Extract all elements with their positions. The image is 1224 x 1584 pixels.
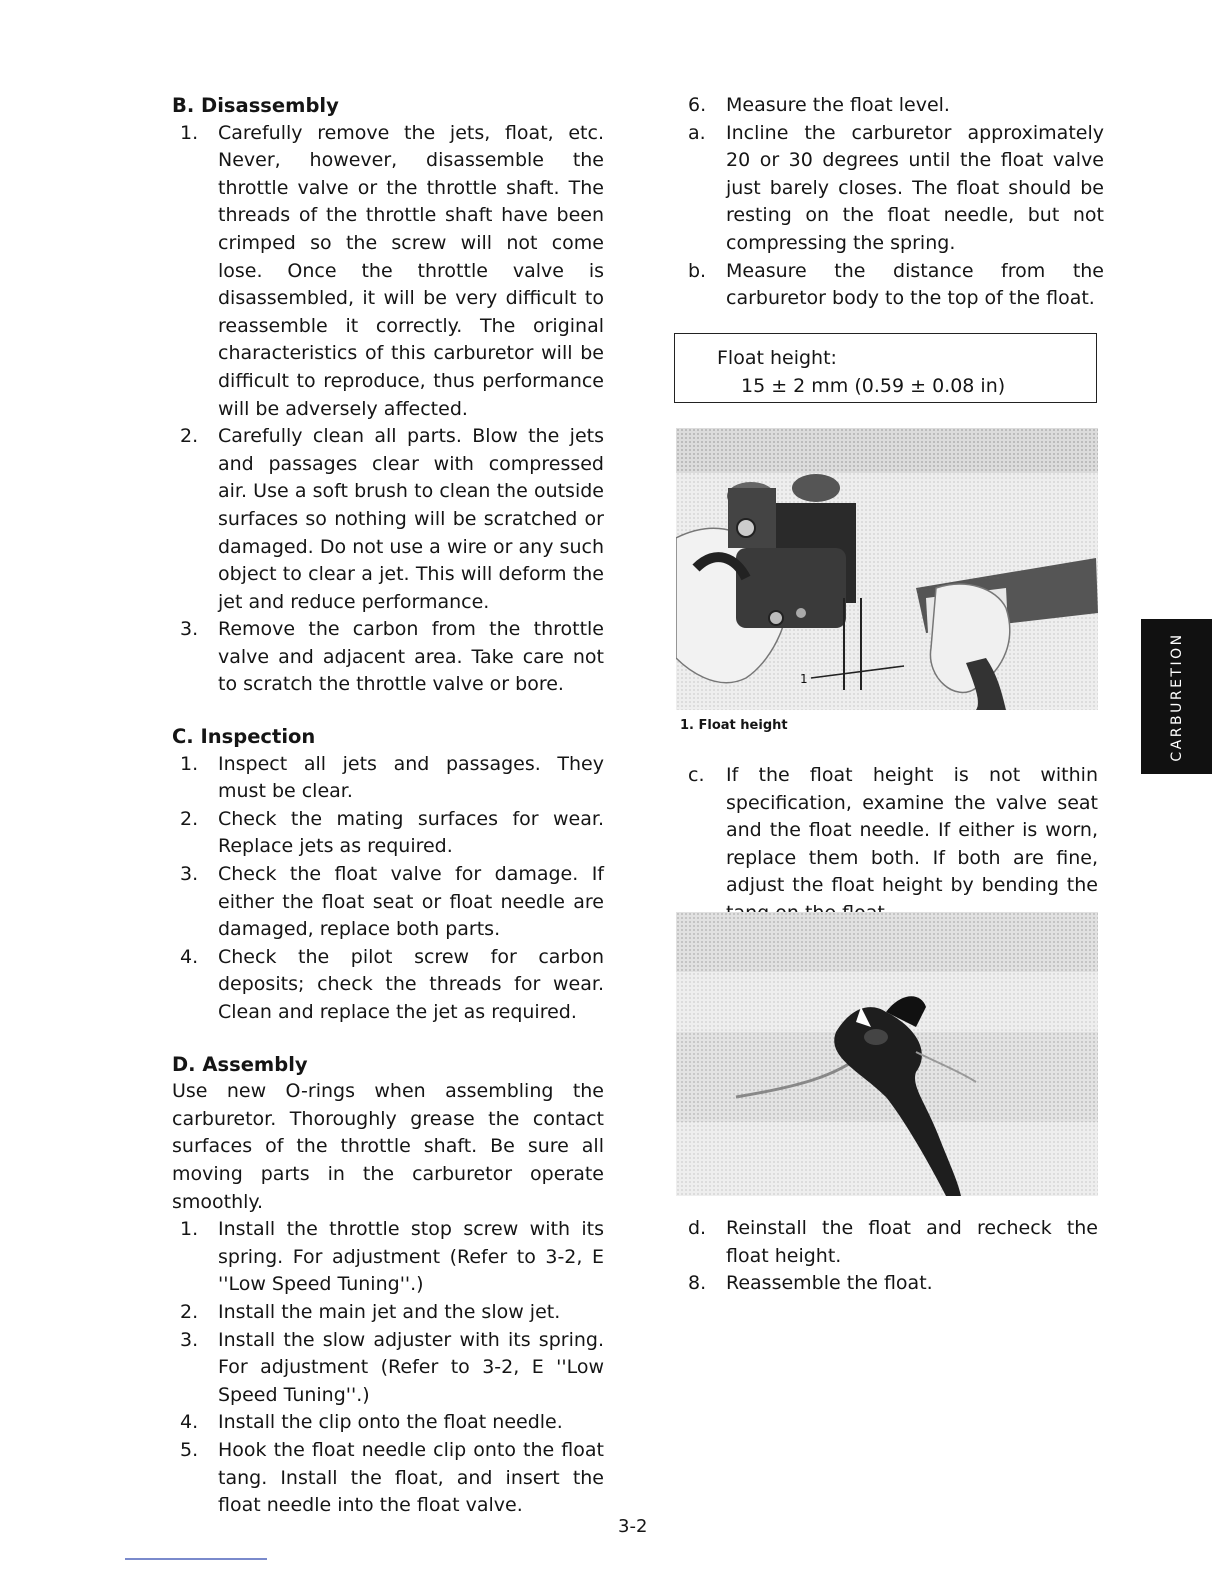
float-height-photo [676, 428, 1098, 710]
sub-step-c [680, 762, 1098, 928]
right-column-middle [680, 762, 1098, 928]
left-column [172, 92, 604, 1520]
item-number: 1. [180, 121, 199, 144]
item-text: If the float height is not within specification, examine the valve seat and the float needle. If either is worn, replace them both. If both are fine, adjust the float height by bending the [726, 764, 1098, 897]
list-item [172, 1216, 604, 1299]
item-number: 3. [180, 863, 199, 886]
item-number: 2. [180, 807, 199, 830]
list-item [172, 751, 604, 806]
section-heading-assembly: D. Assembly [172, 1052, 308, 1076]
item-text: Hook the float needle clip onto the float tang. Install the float, and insert the float needle into the float valve. [218, 1438, 604, 1517]
item-text: Inspect all jets and passages. They must be clear. [218, 752, 604, 803]
list-item [172, 1327, 604, 1410]
item-number: a. [688, 121, 706, 144]
item-text: Check the pilot screw for carbon deposits; check the threads for wear. Clean and replace the jet as required. [218, 945, 604, 1023]
item-number: 4. [180, 945, 199, 968]
item-text: Measure the float level. [726, 94, 950, 116]
list-item [172, 1299, 604, 1327]
item-number: 2. [180, 1300, 199, 1323]
page-number: 3-2 [618, 1516, 648, 1537]
item-text: Install the throttle stop screw with its spring. For adjustment (Refer to 3-2, E ''Low Speed Tuning''.) [218, 1218, 604, 1296]
item-text: Check the mating surfaces for wear. Replace jets as required. [218, 807, 604, 858]
assembly-intro: Use new O-rings when assembling the carburetor. Thoroughly grease the contact surfaces of the throttle shaft. Be sure all moving parts in the carburetor operate smoothly. [172, 1080, 604, 1213]
list-item [172, 806, 604, 861]
item-number: b. [688, 259, 707, 282]
item-number: d. [688, 1217, 707, 1239]
spec-value: 15 ± 2 mm (0.59 ± 0.08 in) [741, 375, 1006, 397]
right-column-top [680, 92, 1104, 313]
item-text: Install the clip onto the float needle. [218, 1411, 563, 1434]
item-text: Measure the distance from the carburetor body to the top of the float. [726, 259, 1104, 310]
item-text: Install the slow adjuster with its spring. For adjustment (Refer to 3-2, E ''Low Speed Tuning''.) [218, 1328, 604, 1406]
item-number: 3. [180, 1328, 199, 1351]
item-number: c. [688, 764, 705, 786]
item-number: 8. [688, 1272, 707, 1295]
step-6 [680, 92, 1104, 120]
item-text: Remove the carbon from the throttle valve and adjacent area. Take care not to scratch the throttle valve or bore. [218, 618, 604, 696]
float-height-photo-illustration [676, 428, 1098, 710]
item-number: 4. [180, 1411, 199, 1434]
step-8 [680, 1270, 1098, 1298]
list-item [172, 944, 604, 1027]
item-number: 1. [180, 1218, 199, 1241]
list-item [172, 616, 604, 699]
list-item [172, 1437, 604, 1520]
item-text: Install the main jet and the slow jet. [218, 1300, 561, 1323]
item-text: Reassemble the float. [726, 1272, 933, 1295]
item-text: Carefully clean all parts. Blow the jets and passages clear with compressed air. Use a soft brush to clean the outside surfaces so nothing will be scratched or damaged. Do not use a wire or any such object to clear a jet. This will deform the jet and reduce performance. [218, 425, 604, 613]
chapter-side-tab [1141, 619, 1212, 774]
item-text: Check the float valve for damage. If either the float seat or float needle are damaged, replace both parts. [218, 863, 604, 941]
side-tab-label: CARBURETION [1168, 631, 1185, 762]
list-item [172, 423, 604, 616]
item-text: Carefully remove the jets, float, etc. Never, however, disassemble the throttle valve or the throttle shaft. The threads of the throttle shaft have been crimped so the screw will not come lose. Once the throttle valve is disassembled, it will be very difficult to reassemble it correctly. The original characteristics of this carburetor will be difficult to reproduce, thus performance will be adversely affected. [218, 121, 604, 420]
float-height-spec-box [674, 333, 1097, 403]
item-number: 6. [688, 94, 707, 116]
photo-callout-1: 1 [800, 672, 808, 686]
photo-caption: 1. Float height [680, 718, 788, 733]
section-heading-inspection: C. Inspection [172, 725, 316, 749]
item-number: 1. [180, 752, 199, 775]
item-text: Incline the carburetor approximately 20 or 30 degrees until the float valve just barely closes. The float should be resting on the float needle, but not compressing the spring. [726, 121, 1104, 254]
section-heading-disassembly: B. Disassembly [172, 94, 339, 117]
sub-step-b [680, 258, 1104, 313]
item-number: 3. [180, 618, 199, 641]
list-item [172, 120, 604, 424]
right-column-bottom [680, 1215, 1098, 1298]
item-number: 5. [180, 1438, 199, 1461]
list-item [172, 861, 604, 944]
float-tang-photo [676, 912, 1098, 1196]
sub-step-a [680, 120, 1104, 258]
bottom-divider [125, 1558, 267, 1560]
sub-step-d [680, 1215, 1098, 1270]
list-item [172, 1409, 604, 1437]
float-tang-photo-illustration [676, 912, 1098, 1196]
item-text: Reinstall the float and recheck the float height. [726, 1217, 1098, 1267]
item-number: 2. [180, 425, 199, 448]
spec-label: Float height: [717, 347, 837, 369]
